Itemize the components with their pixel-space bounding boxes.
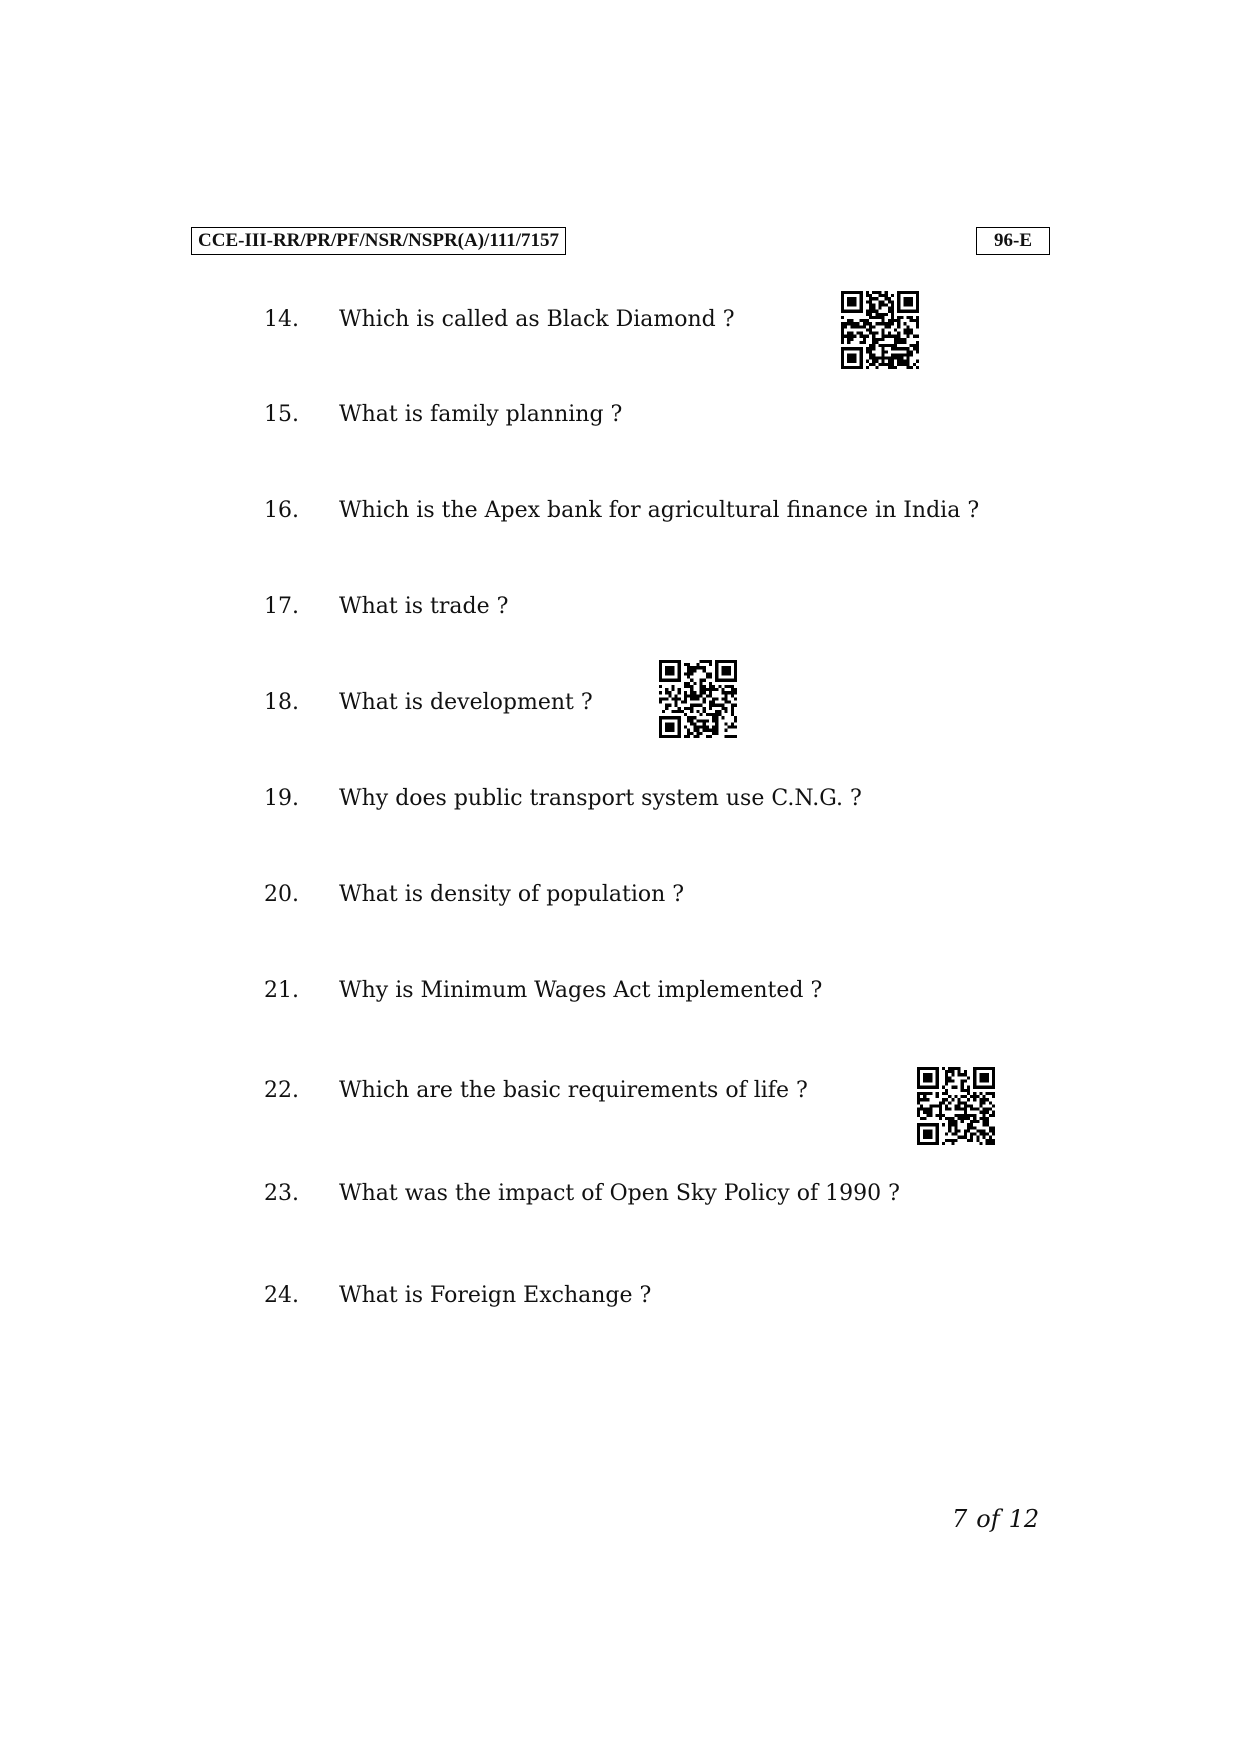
- question-24: [264, 1279, 651, 1313]
- question-text: Which is called as Black Diamond ?: [339, 307, 735, 332]
- question-number: 18.: [264, 690, 299, 715]
- set-code-label: 96-E: [976, 227, 1050, 255]
- question-number: 19.: [264, 786, 299, 811]
- question-21: [264, 974, 822, 1008]
- question-number: 23.: [264, 1181, 299, 1206]
- question-number: 20.: [264, 882, 299, 907]
- question-text: Which are the basic requirements of life ?: [339, 1078, 808, 1103]
- question-number: 16.: [264, 498, 299, 523]
- question-16: [264, 494, 979, 528]
- question-number: 22.: [264, 1078, 299, 1103]
- question-number: 21.: [264, 978, 299, 1003]
- page-number: [952, 1502, 1039, 1536]
- question-23: [264, 1177, 900, 1211]
- total-pages: 12: [1008, 1505, 1040, 1533]
- question-number: 17.: [264, 594, 299, 619]
- question-19: [264, 782, 862, 816]
- question-number: 24.: [264, 1283, 299, 1308]
- question-text: What is trade ?: [339, 594, 509, 619]
- paper-code-label: CCE-III-RR/PR/PF/NSR/NSPR(A)/111/7157: [191, 227, 566, 255]
- question-number: 14.: [264, 307, 299, 332]
- question-22: [264, 1074, 808, 1108]
- question-number: 15.: [264, 402, 299, 427]
- question-text: What was the impact of Open Sky Policy of 1990 ?: [339, 1181, 900, 1206]
- question-text: Why is Minimum Wages Act implemented ?: [339, 978, 823, 1003]
- question-text: What is Foreign Exchange ?: [339, 1283, 652, 1308]
- question-17: [264, 590, 508, 624]
- question-text: Why does public transport system use C.N.G. ?: [339, 786, 862, 811]
- question-text: What is density of population ?: [339, 882, 685, 907]
- qr-code-icon: [917, 1067, 995, 1145]
- question-15: [264, 398, 622, 432]
- question-text: What is development ?: [339, 690, 593, 715]
- question-text: What is family planning ?: [339, 402, 623, 427]
- qr-code-icon: [841, 291, 919, 369]
- qr-code-icon: [659, 660, 737, 738]
- question-20: [264, 878, 684, 912]
- page-separator: of: [976, 1505, 1000, 1533]
- question-14: [264, 303, 735, 337]
- question-18: [264, 686, 593, 720]
- current-page: 7: [952, 1505, 968, 1533]
- question-text: Which is the Apex bank for agricultural finance in India ?: [339, 498, 980, 523]
